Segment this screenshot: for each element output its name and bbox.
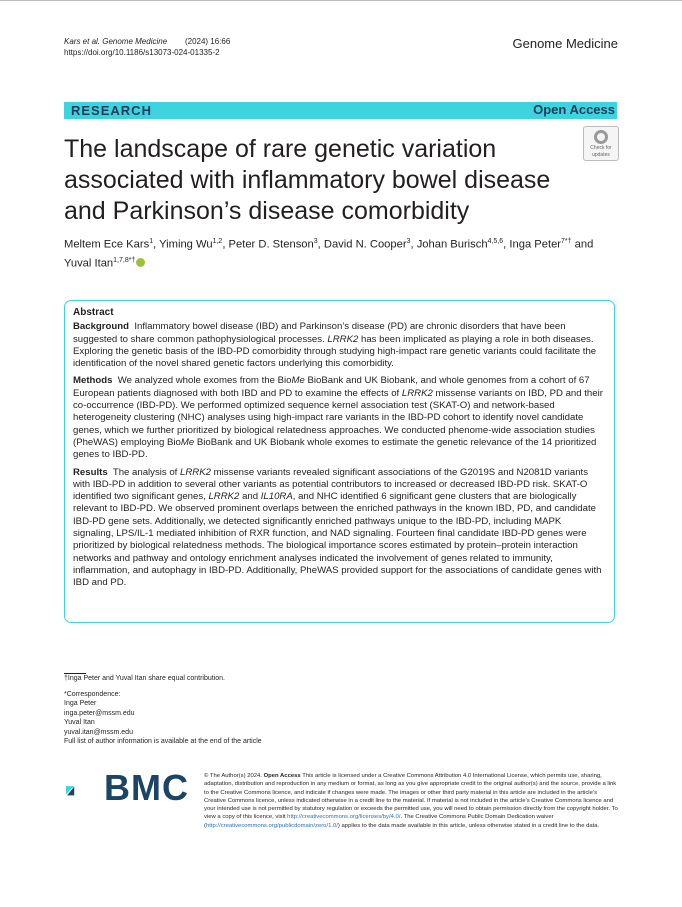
- author-name[interactable]: Yuval Itan: [64, 257, 114, 270]
- license-body: This article is licensed under a Creative Commons Attribution 4.0 International License, which permits use, sharing, adaptation, distribution and reproduction in any medium or format, as long as you give appropriate credit to the original author(s) and the source, provide a link to the Creative Commons licence, and indicate if changes were made. The images or other third party material in this article are included in the article’s Creative Commons licence, unless indicated otherwise in a credit line to the material. If material is not included in the article’s Creative Commons licence and your intended use is not permitted by statutory regulation or exceeds the permitted use, you will need to obtain permission directly from the copyright holder. To view a copy of this licence, visit: [204, 773, 618, 821]
- author-affil: 3: [406, 238, 411, 245]
- license-open-access: Open Access: [263, 773, 301, 779]
- bmc-logo-icon: [66, 774, 100, 808]
- author-affil: 1,7,8*†: [113, 256, 136, 264]
- page-top-rule: [0, 0, 682, 1]
- license-text: [204, 772, 618, 830]
- check-for-updates-button[interactable]: [583, 126, 619, 161]
- open-access-label: Open Access: [533, 102, 615, 117]
- methods-text: We analyzed whole exomes from the Bio: [117, 375, 292, 387]
- correspondence-label: *Correspondence:: [64, 690, 121, 698]
- methods-text: BioBank and UK Biobank, and whole genomes from a cohort of 67 European patients diagnosed with both IBD and PD to examine the effects of: [73, 375, 590, 399]
- publisher-logo-text: BMC: [104, 767, 189, 808]
- author-name[interactable]: Peter D. Stenson: [228, 238, 314, 251]
- results-text: The analysis of: [112, 466, 181, 478]
- article-type-band: [64, 102, 617, 119]
- footnotes: [64, 674, 262, 747]
- background-text: Inflammatory bowel disease (IBD) and Parkinson’s disease (PD) are chronic disorders that have been suggested to share common pathophysiological processes.: [73, 321, 566, 345]
- results-text: and: [239, 491, 261, 503]
- gene-name: LRRK2: [327, 333, 359, 345]
- article-type: RESEARCH: [71, 103, 152, 118]
- methods-label: Methods: [73, 375, 113, 387]
- author-list: Meltem Ece Kars$^1$, Yiming Wu$^{1,2}$, Peter D. Stenson$^3$, David N. Cooper$^3$, Johan Burisch$^{4,5,6}$, Inga Peter$^{7*\dagger}$ and Yuval Itan$^{1,7,8*\dagger}$: [64, 238, 594, 270]
- correspondence-name: Yuval Itan: [64, 719, 95, 726]
- author-name[interactable]: David N. Cooper: [323, 238, 407, 251]
- gene-name: IL10RA: [260, 491, 293, 503]
- author-affil: 1: [149, 238, 154, 245]
- citation-journal: Kars et al. Genome Medicine: [64, 37, 168, 46]
- citation-year-volume: (2024) 16:66: [184, 37, 231, 46]
- author-affil: 3: [313, 238, 318, 245]
- check-for-updates-line1: Check for: [590, 145, 612, 151]
- biobank-italic: Me: [180, 436, 195, 448]
- correspondence-name: Inga Peter: [64, 700, 97, 707]
- correspondence-email[interactable]: inga.peter@mssm.edu: [64, 709, 135, 717]
- gene-name: LRRK2: [180, 466, 211, 478]
- license-link-by[interactable]: http://creativecommons.org/licenses/by/4.0/: [287, 814, 401, 821]
- citation-header: [64, 36, 230, 58]
- methods-text: missense variants on IBD, PD and their co-occurrence (IBD-PD). We performed optimized sequence kernel association test (SKAT-O) and network-based heterogeneity clustering (NHC) analyses using high-impact rare variants in the IBD-PD cohort to identify novel candidate genes, which we further prioritized by biological relatedness approaches. We conducted phenome-wide association studies (PheWAS) employing Bio: [73, 387, 603, 448]
- abstract-results: [73, 467, 604, 590]
- author-info-note: Full list of author information is available at the end of the article: [64, 738, 262, 745]
- results-label: Results: [73, 466, 108, 478]
- equal-contribution-note: †Inga Peter and Yuval Itan share equal contribution.: [64, 675, 225, 682]
- author-name[interactable]: Inga Peter: [509, 238, 562, 251]
- check-for-updates-icon: [594, 130, 608, 144]
- abstract-methods: [73, 375, 604, 461]
- correspondence-email[interactable]: yuval.itan@mssm.edu: [64, 728, 133, 736]
- license-body: . The Creative Commons Public Domain Dedication waiver (: [204, 814, 554, 829]
- background-text: has been implicated as playing a role in both diseases. Exploring the genetic basis of the IBD-PD comorbidity through studying high-impact rare genetic variants could facilitate the identification of the novel shared genetic factors underlying this comorbidity.: [73, 333, 597, 370]
- gene-name: LRRK2: [208, 491, 240, 503]
- license-copyright: © The Author(s) 2024.: [204, 773, 264, 779]
- author-name[interactable]: Meltem Ece Kars: [64, 238, 150, 251]
- license-body: ) applies to the data made available in this article, unless otherwise stated in a credit line to the data.: [337, 822, 600, 829]
- doi-link[interactable]: https://doi.org/10.1186/s13073-024-01335-2: [64, 48, 220, 57]
- author-affil: 1,2: [212, 238, 223, 245]
- background-label: Background: [73, 321, 129, 333]
- abstract-box: [64, 300, 615, 623]
- author-name[interactable]: Johan Burisch: [416, 238, 488, 251]
- author-name[interactable]: Yiming Wu: [159, 238, 213, 251]
- author-affil: 4,5,6: [487, 238, 504, 245]
- orcid-icon[interactable]: [136, 258, 145, 267]
- abstract-heading: Abstract: [73, 307, 114, 318]
- results-text: , and NHC identified 6 significant gene clusters that are biologically relevant to IBD-PD. We observed prominent overlaps between the enriched pathways in the known IBD, PD, and candidate IBD-PD gene sets. Additionally, we detected significantly enriched pathways unique to the IBD-PD, including MAPK signaling, LPS/IL-1 mediated inhibition of RXR function, and NAD signaling. Fourteen final candidate IBD-PD genes were prioritized by biological relatedness methods. The biological importance scores estimated by protein–protein interaction networks and pathway and ontology enrichment analyses indicated the involvement of genes related to immunity, inflammation, and autophagy in IBD-PD. Additionally, PheWAS provided support for the associations of candidate genes with IBD and PD.: [73, 491, 602, 589]
- article-title: The landscape of rare genetic variation associated with inflammatory bowel disease and Parkinson’s disease comorbidity: [64, 135, 551, 225]
- author-affil: 7*†: [561, 238, 572, 245]
- results-text: missense variants revealed significant associations of the G2019S and N2081D variants with IBD-PD in addition to several other variants as potential contributors to increased or decreased IBD-PD risk. SKAT-O identified two significant genes,: [73, 466, 588, 503]
- check-for-updates-line2: updates: [592, 152, 610, 158]
- journal-name: Genome Medicine: [512, 36, 618, 51]
- abstract-background: [73, 321, 604, 370]
- license-link-zero[interactable]: http://creativecommons.org/publicdomain/zero/1.0/: [205, 822, 338, 829]
- biobank-italic: Me: [291, 375, 305, 387]
- gene-name: LRRK2: [401, 387, 433, 399]
- methods-text: BioBank and UK Biobank whole exomes to estimate the genetic relevance of the 14 prioritized genes to IBD-PD.: [73, 436, 597, 461]
